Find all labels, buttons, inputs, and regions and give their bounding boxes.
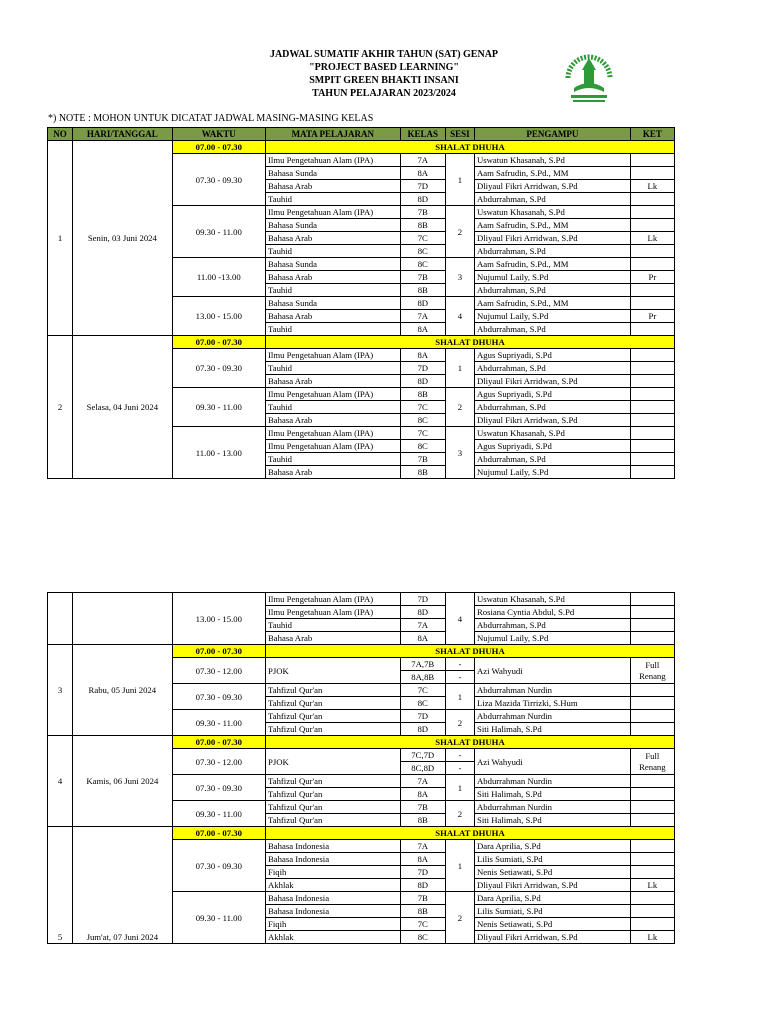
time-slot: 07.30 - 09.30 xyxy=(172,684,265,710)
ket-cell xyxy=(630,284,674,297)
class-cell: 8A xyxy=(400,632,445,645)
ket-cell xyxy=(630,297,674,310)
day-date: Rabu, 05 Juni 2024 xyxy=(73,645,172,736)
class-cell: 7A xyxy=(400,154,445,167)
day-number: 1 xyxy=(48,141,73,336)
class-cell: 8C xyxy=(400,414,445,427)
session-cell: - xyxy=(445,762,474,775)
teacher-cell: Uswatun Khasanah, S.Pd xyxy=(474,206,630,219)
dhuha-label: SHALAT DHUHA xyxy=(266,336,675,349)
time-slot: 11.00 -13.00 xyxy=(172,258,265,297)
col-header-class: KELAS xyxy=(400,128,445,141)
class-cell: 8D xyxy=(400,723,445,736)
class-cell: 7A xyxy=(400,840,445,853)
class-cell: 8C xyxy=(400,258,445,271)
col-header-note: KET xyxy=(630,128,674,141)
table-row xyxy=(48,645,675,658)
ket-cell: Lk xyxy=(630,232,674,245)
teacher-cell: Abdurrahman Nurdin xyxy=(474,710,630,723)
subject-cell: Bahasa Indonesia xyxy=(266,905,401,918)
teacher-cell: Agus Supriyadi, S.Pd xyxy=(474,440,630,453)
dhuha-label: SHALAT DHUHA xyxy=(266,827,675,840)
class-cell: 7C xyxy=(400,401,445,414)
ket-cell xyxy=(630,453,674,466)
ket-cell xyxy=(630,258,674,271)
subject-cell: Tauhid xyxy=(266,453,401,466)
teacher-cell: Siti Halimah, S.Pd xyxy=(474,788,630,801)
col-header-no: NO xyxy=(48,128,73,141)
day-number: 3 xyxy=(48,645,73,736)
time-slot: 07.30 - 12.00 xyxy=(172,749,265,775)
table-header-row xyxy=(48,128,675,141)
class-cell: 7A,7B xyxy=(400,658,445,671)
teacher-cell: Rosiana Cyntia Abdul, S.Pd xyxy=(474,606,630,619)
time-slot: 09.30 - 11.00 xyxy=(172,892,265,944)
subject-cell: Bahasa Arab xyxy=(266,375,401,388)
session-cell: 3 xyxy=(445,258,474,297)
dhuha-time: 07.00 - 07.30 xyxy=(172,141,265,154)
teacher-cell: Agus Supriyadi, S.Pd xyxy=(474,349,630,362)
session-cell: 4 xyxy=(445,593,474,645)
class-cell: 8B xyxy=(400,284,445,297)
subject-cell: Bahasa Indonesia xyxy=(266,853,401,866)
teacher-cell: Dara Aprilia, S.Pd xyxy=(474,840,630,853)
teacher-cell: Nujumul Laily, S.Pd xyxy=(474,310,630,323)
class-cell: 7B xyxy=(400,892,445,905)
ket-cell xyxy=(630,206,674,219)
ket-cell xyxy=(630,349,674,362)
time-slot: 07.30 - 09.30 xyxy=(172,775,265,801)
session-cell: - xyxy=(445,671,474,684)
table-row xyxy=(48,336,675,349)
teacher-cell: Abdurrahman, S.Pd xyxy=(474,453,630,466)
teacher-cell: Aam Safrudin, S.Pd., MM xyxy=(474,297,630,310)
teacher-cell: Abdurrahman, S.Pd xyxy=(474,193,630,206)
subject-cell: Bahasa Sunda xyxy=(266,297,401,310)
session-cell: 2 xyxy=(445,801,474,827)
ket-cell xyxy=(630,466,674,479)
subject-cell: Ilmu Pengetahuan Alam (IPA) xyxy=(266,154,401,167)
dhuha-label: SHALAT DHUHA xyxy=(266,645,675,658)
class-cell: 7A xyxy=(400,775,445,788)
subject-cell: Bahasa Arab xyxy=(266,466,401,479)
teacher-cell: Nujumul Laily, S.Pd xyxy=(474,271,630,284)
teacher-cell: Dliyaul Fikri Arridwan, S.Pd xyxy=(474,931,630,944)
class-cell: 8C xyxy=(400,931,445,944)
ket-cell xyxy=(630,788,674,801)
ket-cell: Full Renang xyxy=(630,658,674,684)
col-header-day: HARI/TANGGAL xyxy=(73,128,172,141)
teacher-cell: Abdurrahman, S.Pd xyxy=(474,323,630,336)
document-header xyxy=(0,48,768,100)
subject-cell: PJOK xyxy=(266,658,401,684)
session-cell: 1 xyxy=(445,349,474,388)
teacher-cell: Dliyaul Fikri Arridwan, S.Pd xyxy=(474,375,630,388)
dhuha-label: SHALAT DHUHA xyxy=(266,736,675,749)
ket-cell xyxy=(630,710,674,723)
class-cell: 7A xyxy=(400,619,445,632)
class-cell: 8C xyxy=(400,697,445,710)
ket-cell xyxy=(630,918,674,931)
ket-cell: Pr xyxy=(630,310,674,323)
teacher-cell: Uswatun Khasanah, S.Pd xyxy=(474,154,630,167)
teacher-cell: Siti Halimah, S.Pd xyxy=(474,814,630,827)
subject-cell: Tahfizul Qur'an xyxy=(266,684,401,697)
class-cell: 8A xyxy=(400,788,445,801)
teacher-cell: Nenis Setiawati, S.Pd xyxy=(474,918,630,931)
subject-cell: Ilmu Pengetahuan Alam (IPA) xyxy=(266,606,401,619)
class-cell: 8A,8B xyxy=(400,671,445,684)
class-cell: 8D xyxy=(400,297,445,310)
teacher-cell: Abdurrahman Nurdin xyxy=(474,801,630,814)
time-slot: 11.00 - 13.00 xyxy=(172,427,265,479)
time-slot: 07.30 - 09.30 xyxy=(172,349,265,388)
class-cell: 7D xyxy=(400,593,445,606)
session-cell: 3 xyxy=(445,427,474,479)
col-header-subject: MATA PELAJARAN xyxy=(266,128,401,141)
class-cell: 7C xyxy=(400,232,445,245)
class-cell: 8B xyxy=(400,466,445,479)
ket-cell xyxy=(630,427,674,440)
session-cell: 2 xyxy=(445,206,474,258)
ket-cell xyxy=(630,905,674,918)
session-cell: 2 xyxy=(445,710,474,736)
teacher-cell: Abdurrahman Nurdin xyxy=(474,684,630,697)
class-cell: 8A xyxy=(400,167,445,180)
ket-cell xyxy=(630,775,674,788)
session-cell: - xyxy=(445,749,474,762)
subject-cell: Bahasa Arab xyxy=(266,632,401,645)
ket-cell xyxy=(630,853,674,866)
ket-cell xyxy=(630,193,674,206)
time-slot: 09.30 - 11.00 xyxy=(172,801,265,827)
teacher-cell: Aam Safrudin, S.Pd., MM xyxy=(474,219,630,232)
teacher-cell: Agus Supriyadi, S.Pd xyxy=(474,388,630,401)
dhuha-label: SHALAT DHUHA xyxy=(266,141,675,154)
session-cell: 1 xyxy=(445,154,474,206)
school-logo-icon xyxy=(562,48,616,108)
ket-cell xyxy=(630,632,674,645)
ket-cell xyxy=(630,606,674,619)
subject-cell: Tauhid xyxy=(266,401,401,414)
time-slot: 07.30 - 09.30 xyxy=(172,840,265,892)
ket-cell xyxy=(630,362,674,375)
subject-cell: Akhlak xyxy=(266,931,401,944)
class-cell: 8B xyxy=(400,814,445,827)
time-slot: 09.30 - 11.00 xyxy=(172,388,265,427)
subject-cell: Tahfizul Qur'an xyxy=(266,775,401,788)
ket-cell xyxy=(630,697,674,710)
teacher-cell: Aam Safrudin, S.Pd., MM xyxy=(474,167,630,180)
ket-cell xyxy=(630,167,674,180)
teacher-cell: Nujumul Laily, S.Pd xyxy=(474,466,630,479)
col-header-session: SESI xyxy=(445,128,474,141)
dhuha-time: 07.00 - 07.30 xyxy=(172,645,265,658)
dhuha-time: 07.00 - 07.30 xyxy=(172,336,265,349)
subject-cell: Fiqih xyxy=(266,866,401,879)
class-cell: 8C xyxy=(400,245,445,258)
class-cell: 8D xyxy=(400,375,445,388)
day-number-continued xyxy=(48,593,73,645)
subject-cell: Ilmu Pengetahuan Alam (IPA) xyxy=(266,593,401,606)
teacher-cell: Abdurrahman, S.Pd xyxy=(474,401,630,414)
ket-cell xyxy=(630,619,674,632)
session-cell: 4 xyxy=(445,297,474,336)
col-header-teacher: PENGAMPU xyxy=(474,128,630,141)
class-cell: 8B xyxy=(400,219,445,232)
subject-cell: Ilmu Pengetahuan Alam (IPA) xyxy=(266,427,401,440)
class-cell: 7B xyxy=(400,801,445,814)
class-cell: 8D xyxy=(400,606,445,619)
time-slot: 07.30 - 12.00 xyxy=(172,658,265,684)
ket-cell xyxy=(630,414,674,427)
class-cell: 7C xyxy=(400,684,445,697)
subject-cell: Bahasa Arab xyxy=(266,232,401,245)
ket-cell xyxy=(630,723,674,736)
subject-cell: Tauhid xyxy=(266,245,401,258)
class-cell: 8A xyxy=(400,349,445,362)
ket-cell: Lk xyxy=(630,180,674,193)
teacher-cell: Uswatun Khasanah, S.Pd xyxy=(474,427,630,440)
ket-cell xyxy=(630,840,674,853)
subject-cell: Tauhid xyxy=(266,284,401,297)
ket-cell xyxy=(630,801,674,814)
subject-cell: Bahasa Arab xyxy=(266,271,401,284)
subject-cell: Tauhid xyxy=(266,619,401,632)
class-cell: 8D xyxy=(400,193,445,206)
subject-cell: PJOK xyxy=(266,749,401,775)
teacher-cell: Dliyaul Fikri Arridwan, S.Pd xyxy=(474,879,630,892)
ket-cell: Lk xyxy=(630,879,674,892)
subject-cell: Bahasa Sunda xyxy=(266,258,401,271)
day-date: Jum'at, 07 Juni 2024 xyxy=(73,827,172,944)
ket-cell xyxy=(630,375,674,388)
title-line-4: TAHUN PELAJARAN 2023/2024 xyxy=(312,88,456,99)
class-cell: 7C xyxy=(400,427,445,440)
subject-cell: Tauhid xyxy=(266,362,401,375)
teacher-cell: Abdurrahman, S.Pd xyxy=(474,245,630,258)
ket-cell xyxy=(630,440,674,453)
table-row xyxy=(48,736,675,749)
teacher-cell: Azi Wahyudi xyxy=(474,749,630,775)
subject-cell: Tahfizul Qur'an xyxy=(266,710,401,723)
subject-cell: Bahasa Sunda xyxy=(266,219,401,232)
day-number: 4 xyxy=(48,736,73,827)
subject-cell: Tahfizul Qur'an xyxy=(266,801,401,814)
subject-cell: Bahasa Arab xyxy=(266,414,401,427)
class-cell: 7A xyxy=(400,310,445,323)
class-cell: 7D xyxy=(400,710,445,723)
teacher-cell: Liza Mazida Tirrizki, S.Hum xyxy=(474,697,630,710)
ket-cell xyxy=(630,219,674,232)
session-cell: 1 xyxy=(445,684,474,710)
title-line-1: JADWAL SUMATIF AKHIR TAHUN (SAT) GENAP xyxy=(269,49,499,60)
ket-cell: Full Renang xyxy=(630,749,674,775)
subject-cell: Bahasa Arab xyxy=(266,310,401,323)
time-slot: 07.30 - 09.30 xyxy=(172,154,265,206)
ket-cell xyxy=(630,684,674,697)
time-slot: 13.00 - 15.00 xyxy=(172,593,265,645)
table-row xyxy=(48,141,675,154)
subject-cell: Bahasa Sunda xyxy=(266,167,401,180)
day-date: Senin, 03 Juni 2024 xyxy=(73,141,172,336)
teacher-cell: Lilis Sumiati, S.Pd xyxy=(474,905,630,918)
session-cell: 2 xyxy=(445,388,474,427)
table-row xyxy=(48,827,675,840)
ket-cell xyxy=(630,154,674,167)
session-cell: 1 xyxy=(445,840,474,892)
teacher-cell: Dliyaul Fikri Arridwan, S.Pd xyxy=(474,232,630,245)
teacher-cell: Abdurrahman, S.Pd xyxy=(474,362,630,375)
subject-cell: Tahfizul Qur'an xyxy=(266,697,401,710)
class-cell: 8A xyxy=(400,853,445,866)
subject-cell: Tauhid xyxy=(266,193,401,206)
subject-cell: Fiqih xyxy=(266,918,401,931)
time-slot: 13.00 - 15.00 xyxy=(172,297,265,336)
teacher-cell: Dliyaul Fikri Arridwan, S.Pd xyxy=(474,414,630,427)
ket-cell xyxy=(630,388,674,401)
class-cell: 7B xyxy=(400,453,445,466)
class-cell: 8D xyxy=(400,879,445,892)
class-cell: 8C xyxy=(400,440,445,453)
subject-cell: Ilmu Pengetahuan Alam (IPA) xyxy=(266,206,401,219)
teacher-cell: Azi Wahyudi xyxy=(474,658,630,684)
teacher-cell: Dliyaul Fikri Arridwan, S.Pd xyxy=(474,180,630,193)
class-cell: 8C,8D xyxy=(400,762,445,775)
subject-cell: Tahfizul Qur'an xyxy=(266,814,401,827)
subject-cell: Ilmu Pengetahuan Alam (IPA) xyxy=(266,440,401,453)
time-slot: 09.30 - 11.00 xyxy=(172,710,265,736)
col-header-time: WAKTU xyxy=(172,128,265,141)
day-number: 2 xyxy=(48,336,73,479)
subject-cell: Bahasa Indonesia xyxy=(266,840,401,853)
teacher-cell: Dara Aprilia, S.Pd xyxy=(474,892,630,905)
note-text: *) NOTE : MOHON UNTUK DICATAT JADWAL MASING-MASING KELAS xyxy=(48,113,374,124)
ket-cell xyxy=(630,866,674,879)
ket-cell xyxy=(630,814,674,827)
ket-cell xyxy=(630,323,674,336)
teacher-cell: Abdurrahman, S.Pd xyxy=(474,619,630,632)
session-cell: 1 xyxy=(445,775,474,801)
subject-cell: Bahasa Arab xyxy=(266,180,401,193)
teacher-cell: Abdurrahman Nurdin xyxy=(474,775,630,788)
class-cell: 8B xyxy=(400,388,445,401)
title-line-3: SMPIT GREEN BHAKTI INSANI xyxy=(309,75,459,86)
class-cell: 7D xyxy=(400,866,445,879)
subject-cell: Tauhid xyxy=(266,323,401,336)
subject-cell: Ilmu Pengetahuan Alam (IPA) xyxy=(266,349,401,362)
teacher-cell: Abdurrahman, S.Pd xyxy=(474,284,630,297)
day-number: 5 xyxy=(48,827,73,944)
subject-cell: Akhlak xyxy=(266,879,401,892)
teacher-cell: Nujumul Laily, S.Pd xyxy=(474,632,630,645)
class-cell: 7B xyxy=(400,271,445,284)
ket-cell: Pr xyxy=(630,271,674,284)
schedule-table-page-2 xyxy=(47,592,675,944)
table-row xyxy=(48,593,675,606)
class-cell: 8B xyxy=(400,905,445,918)
session-cell: 2 xyxy=(445,892,474,944)
ket-cell xyxy=(630,593,674,606)
schedule-table-page-1 xyxy=(47,127,675,479)
ket-cell xyxy=(630,892,674,905)
subject-cell: Bahasa Indonesia xyxy=(266,892,401,905)
title-line-2: "PROJECT BASED LEARNING" xyxy=(309,62,459,73)
ket-cell: Lk xyxy=(630,931,674,944)
ket-cell xyxy=(630,245,674,258)
ket-cell xyxy=(630,401,674,414)
subject-cell: Tahfizul Qur'an xyxy=(266,723,401,736)
class-cell: 7B xyxy=(400,206,445,219)
class-cell: 7D xyxy=(400,362,445,375)
teacher-cell: Siti Halimah, S.Pd xyxy=(474,723,630,736)
dhuha-time: 07.00 - 07.30 xyxy=(172,736,265,749)
subject-cell: Ilmu Pengetahuan Alam (IPA) xyxy=(266,388,401,401)
teacher-cell: Lilis Sumiati, S.Pd xyxy=(474,853,630,866)
teacher-cell: Nenis Setiawati, S.Pd xyxy=(474,866,630,879)
day-date: Selasa, 04 Juni 2024 xyxy=(73,336,172,479)
day-date: Kamis, 06 Juni 2024 xyxy=(73,736,172,827)
day-date-continued xyxy=(73,593,172,645)
class-cell: 7C,7D xyxy=(400,749,445,762)
class-cell: 7D xyxy=(400,180,445,193)
class-cell: 7C xyxy=(400,918,445,931)
subject-cell: Tahfizul Qur'an xyxy=(266,788,401,801)
time-slot: 09.30 - 11.00 xyxy=(172,206,265,258)
session-cell: - xyxy=(445,658,474,671)
teacher-cell: Aam Safrudin, S.Pd., MM xyxy=(474,258,630,271)
dhuha-time: 07.00 - 07.30 xyxy=(172,827,265,840)
class-cell: 8A xyxy=(400,323,445,336)
teacher-cell: Uswatun Khasanah, S.Pd xyxy=(474,593,630,606)
